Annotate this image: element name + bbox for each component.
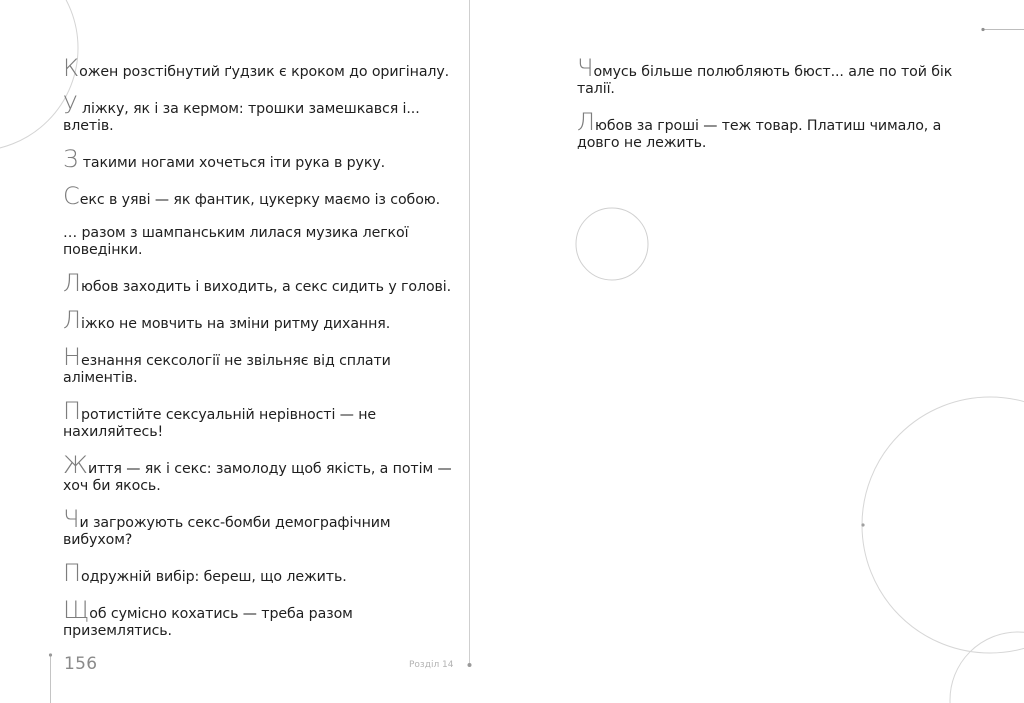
left-page-aphorisms: [63, 54, 458, 656]
chapter-label: Розділ 14: [409, 660, 454, 670]
aphorism-entry: [577, 108, 957, 152]
aphorism-text: юбов заходить і виходить, а секс сидить у голові.: [81, 279, 452, 295]
left-page: [0, 0, 470, 703]
aphorism-entry: [63, 91, 458, 135]
drop-initial: Л: [63, 269, 82, 297]
aphorism-text: одружній вибір: береш, що лежить.: [81, 569, 347, 585]
drop-initial: Н: [63, 343, 82, 371]
aphorism-text: … разом з шампанським лилася музика легкої поведінки.: [63, 225, 409, 258]
aphorism-text: ожен розстібнутий ґудзик є кроком до оригіналу.: [79, 64, 450, 80]
aphorism-entry: [63, 225, 458, 259]
right-page-aphorisms: [577, 54, 957, 168]
aphorism-text: омусь більше полюбляють бюст... але по той бік талії.: [577, 64, 953, 97]
aphorism-entry: [63, 182, 458, 210]
drop-initial: У: [63, 91, 78, 119]
drop-initial: П: [63, 397, 82, 425]
aphorism-text: такими ногами хочеться іти рука в руку.: [78, 155, 386, 171]
aphorism-entry: [63, 343, 458, 387]
aphorism-entry: [63, 559, 458, 587]
aphorism-entry: [63, 451, 458, 495]
aphorism-text: іжко не мовчить на зміни ритму дихання.: [81, 316, 391, 332]
aphorism-entry: [63, 596, 458, 640]
aphorism-entry: [63, 269, 458, 297]
aphorism-entry: [63, 145, 458, 173]
aphorism-text: об сумісно кохатись — треба разом приземлятись.: [63, 606, 353, 639]
aphorism-entry: [63, 505, 458, 549]
aphorism-text: ліжку, як і за кермом: трошки замешкався і... влетів.: [63, 101, 420, 134]
aphorism-text: екс в уяві — як фантик, цукерку маємо із собою.: [79, 192, 441, 208]
drop-initial: С: [63, 182, 80, 210]
aphorism-text: юбов за гроші — теж товар. Платиш чимало, а довго не лежить.: [577, 118, 942, 151]
aphorism-entry: [63, 306, 458, 334]
drop-initial: Ч: [577, 54, 594, 82]
drop-initial: З: [63, 145, 79, 173]
drop-initial: П: [63, 559, 82, 587]
drop-initial: Щ: [63, 596, 90, 624]
drop-initial: К: [63, 54, 80, 82]
drop-initial: Ч: [63, 505, 80, 533]
aphorism-entry: [577, 54, 957, 98]
aphorism-text: и загрожують секс-бомби демографічним вибухом?: [63, 515, 391, 548]
drop-initial: Л: [63, 306, 82, 334]
right-page: [470, 0, 1024, 703]
aphorism-entry: [63, 54, 458, 82]
page-number: 156: [64, 654, 98, 674]
aphorism-text: езнання сексології не звільняє від сплати аліментів.: [63, 353, 391, 386]
aphorism-text: ротистійте сексуальній нерівності — не нахиляйтесь!: [63, 407, 377, 440]
aphorism-entry: [63, 397, 458, 441]
drop-initial: Л: [577, 108, 596, 136]
drop-initial: Ж: [63, 451, 88, 479]
aphorism-text: иття — як і секс: замолоду щоб якість, а потім — хоч би якось.: [63, 461, 452, 494]
